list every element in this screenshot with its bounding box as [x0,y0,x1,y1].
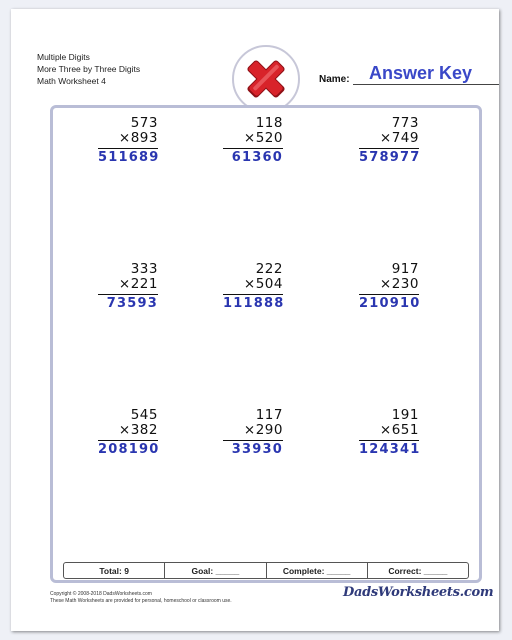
multiplicand: 573 [130,115,158,131]
score-bar [63,562,469,579]
multiplier: ×520 [243,130,283,146]
multiplication-problem [359,116,419,166]
multiplication-problem [223,116,283,166]
multiplicand: 222 [255,261,283,277]
product-answer: 33930 [231,442,283,457]
name-field [319,63,499,87]
product-answer: 208190 [98,442,160,457]
multiplicand: 191 [391,407,419,423]
product-answer: 61360 [231,150,283,165]
multiplicand: 117 [255,407,283,423]
product-answer: 578977 [359,150,421,165]
multiplicand: 333 [130,261,158,277]
multiplier: ×651 [379,422,419,438]
multiplier: ×221 [118,276,158,292]
multiplier: ×893 [118,130,158,146]
multiplicand: 545 [130,407,158,423]
problems-panel [50,105,482,583]
product-answer: 511689 [98,150,160,165]
multiplication-problem [98,408,158,458]
answer-key-badge [232,45,300,113]
multiplier: ×749 [379,130,419,146]
complete-cell: Complete: _____ [267,563,368,578]
worksheet-header [37,51,140,87]
multiplier: ×290 [243,422,283,438]
total-cell: Total: 9 [64,563,165,578]
multiplier: ×230 [379,276,419,292]
product-answer: 73593 [106,296,158,311]
multiplication-problem [223,262,283,312]
product-answer: 111888 [223,296,285,311]
multiplier: ×504 [243,276,283,292]
multiplicand: 118 [255,115,283,131]
copyright-notice [50,591,232,604]
name-label: Name: [319,74,350,85]
answer-key-title: Answer Key [369,63,473,83]
copyright-line: Copyright © 2008-2018 DadsWorksheets.com [50,591,152,597]
worksheet-page [11,9,499,631]
header-line-subtopic: More Three by Three Digits [37,64,141,74]
multiplication-problem [359,262,419,312]
multiplication-problem [223,408,283,458]
multiplicand: 917 [391,261,419,277]
header-line-title: Math Worksheet 4 [37,76,106,86]
brand-logo: DadsWorksheets.com [343,585,494,600]
red-x-icon [242,55,290,103]
goal-cell: Goal: _____ [165,563,266,578]
product-answer: 124341 [359,442,421,457]
usage-line: These Math Worksheets are provided for personal, homeschool or classroom use. [50,597,232,604]
product-answer: 210910 [359,296,421,311]
correct-cell: Correct: _____ [388,565,448,576]
multiplication-problem [98,116,158,166]
multiplier: ×382 [118,422,158,438]
header-line-topic: Multiple Digits [37,52,90,62]
multiplicand: 773 [391,115,419,131]
name-underline [353,84,499,85]
multiplication-problem [359,408,419,458]
multiplication-problem [98,262,158,312]
